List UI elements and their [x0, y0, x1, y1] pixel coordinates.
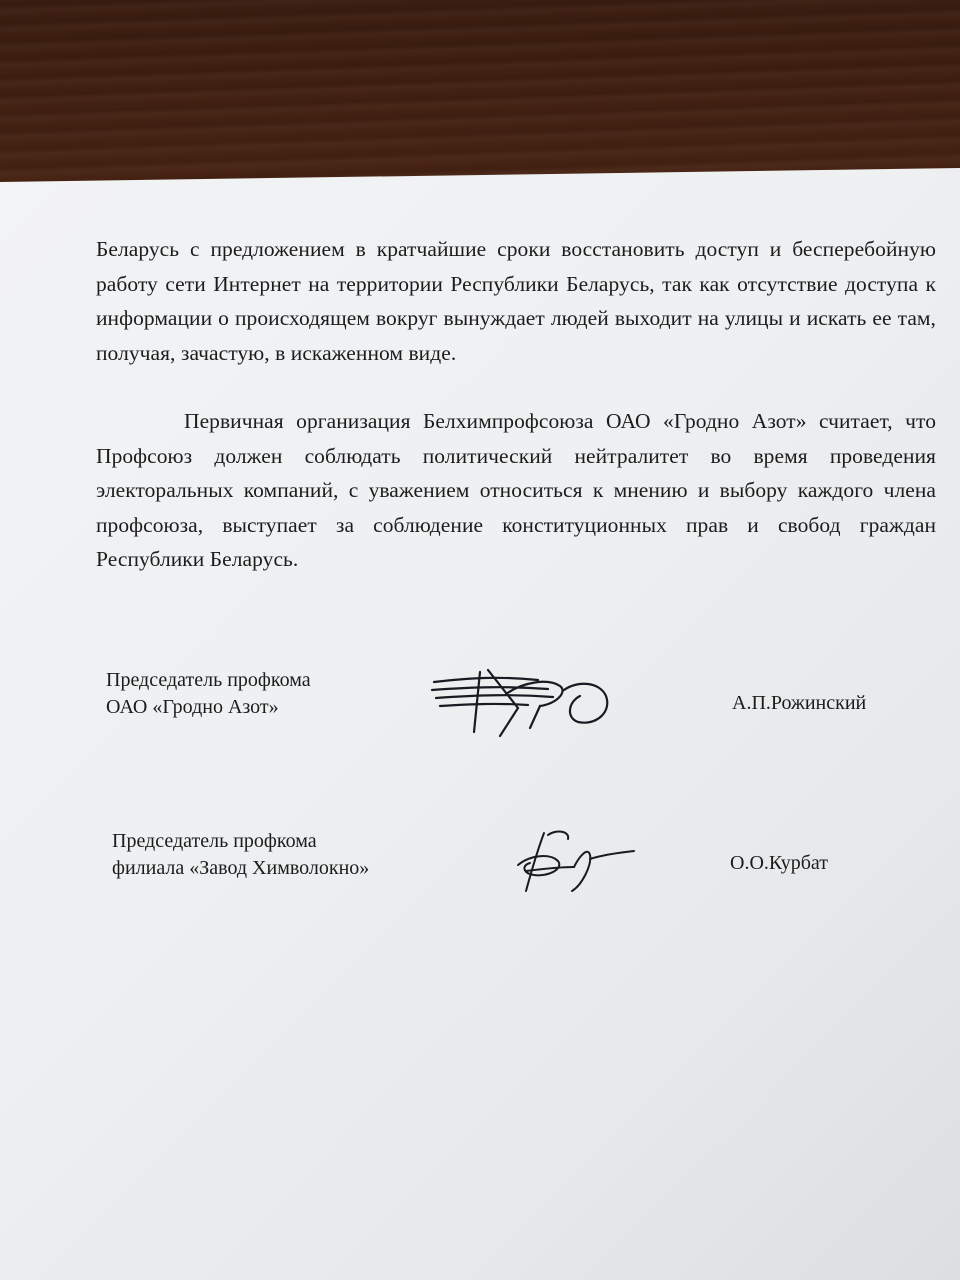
signatory-2-title-line-2: филиала «Завод Химволокно» — [112, 857, 370, 879]
signature-2 — [508, 825, 648, 900]
signatory-2-name: О.О.Курбат — [730, 852, 828, 874]
signature-1 — [428, 660, 628, 740]
signatory-2-title-line-1: Председатель профкома — [112, 830, 317, 852]
wooden-table-background — [0, 0, 960, 200]
signatory-1-title-line-1: Председатель профкома — [106, 669, 311, 691]
paragraph-2: Первичная организация Белхимпрофсоюза ОАО «Гродно Азот» считает, что Профсоюз должен соблюдать политический нейтралитет во время проведения электоральных компаний, с уважением относиться к мнению и выбору каждого члена профсоюза, выступает за соблюдение конституционных прав и свобод граждан Республики Беларусь. — [96, 409, 936, 571]
signatory-1-title — [106, 667, 311, 721]
signatory-1-title-line-2: ОАО «Гродно Азот» — [106, 696, 279, 718]
signatory-1-name: А.П.Рожинский — [732, 692, 867, 714]
paragraph-1: Беларусь с предложением в кратчайшие сроки восстановить доступ и бесперебойную работу сети Интернет на территории Республики Беларусь, так как отсутствие доступа к информации о происходящем вокруг вынуждает людей выходит на улицы и искать ее там, получая, зачастую, в искаженном виде. — [96, 237, 936, 365]
signatory-2-title — [112, 828, 369, 882]
